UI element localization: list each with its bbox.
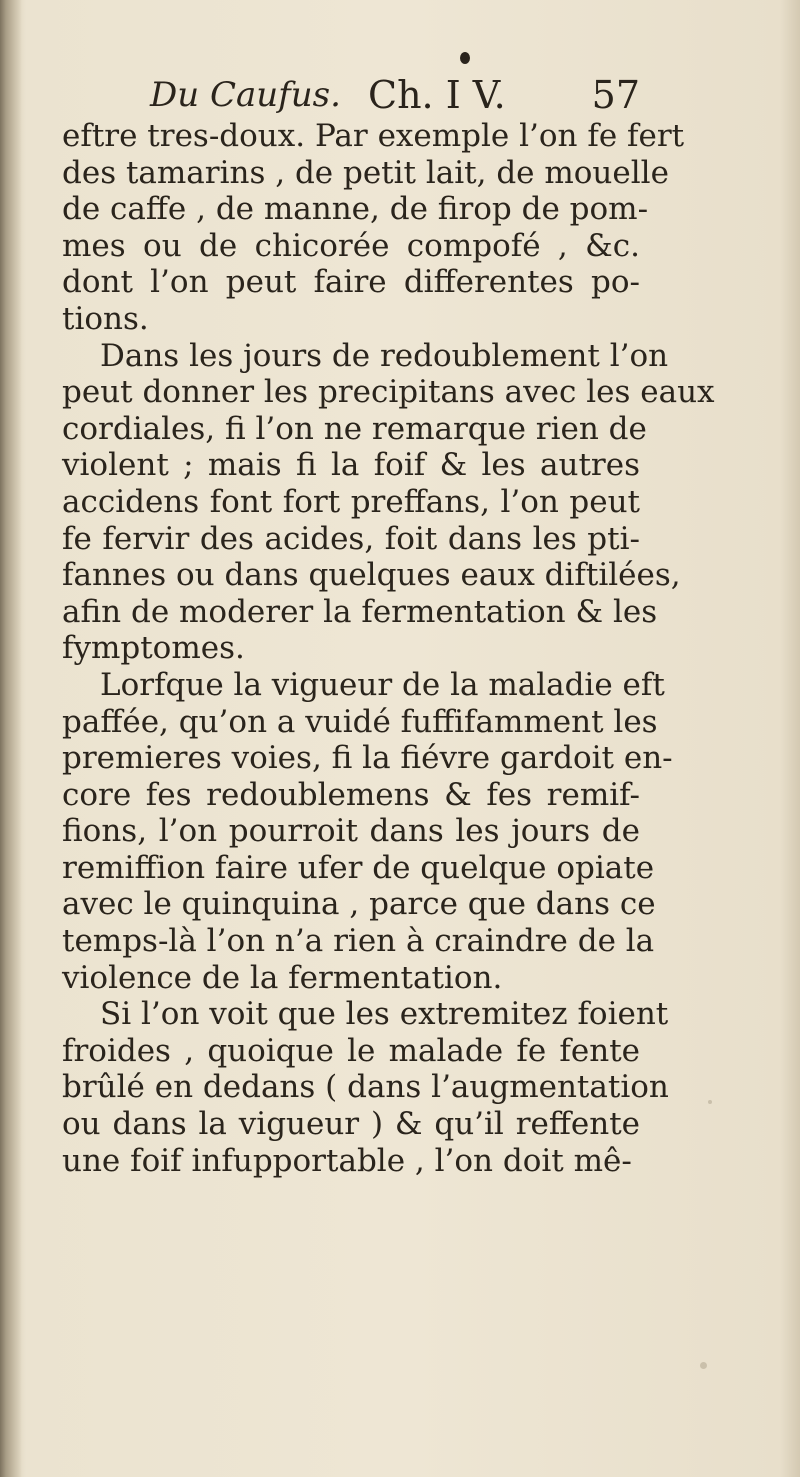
text-line: eftre tres-doux. Par exemple l’on fe fert: [62, 118, 685, 154]
running-title: Du Caufus.: [150, 75, 341, 115]
paragraph-start-line: Lorfque la vigueur de la maladie eft: [100, 666, 665, 703]
text-line: fions, l’on pourroit dans les jours de: [62, 813, 640, 850]
paper-speck: [708, 1100, 712, 1104]
text-line: remiffion faire ufer de quelque opiate: [62, 849, 655, 886]
text-line: afin de moderer la fermentation & les: [62, 593, 658, 630]
paragraph-start-line: Dans les jours de redoublement l’on: [100, 337, 669, 374]
text-line: cordiales, fi l’on ne remarque rien de: [62, 410, 647, 447]
text-line: peut donner les precipitans avec les eaux: [62, 374, 715, 411]
chapter-label: Ch. I V.: [368, 73, 506, 117]
text-line: des tamarins , de petit lait, de mouelle: [62, 154, 669, 191]
text-line: temps-là l’on n’a rien à craindre de la: [62, 923, 655, 960]
text-line: tions.: [62, 300, 149, 337]
page-header: [150, 72, 640, 118]
text-line: core fes redoublemens & fes remif-: [62, 776, 640, 813]
page-number: 57: [591, 73, 640, 117]
text-line: mes ou de chicorée compofé , &c.: [62, 227, 640, 264]
text-line: brûlé en dedans ( dans l’augmentation: [62, 1069, 669, 1106]
text-line: ou dans la vigueur ) & qu’il reffente: [62, 1106, 640, 1143]
text-line: une foif infupportable , l’on doit mê-: [62, 1142, 632, 1179]
text-line: premieres voies, fi la fiévre gardoit en-: [62, 740, 673, 777]
text-line: fannes ou dans quelques eaux diftilées,: [62, 557, 681, 594]
paper-speck: [700, 1362, 707, 1369]
text-line: de caffe , de manne, de firop de pom-: [62, 191, 649, 228]
text-line: violent ; mais fi la foif & les autres: [62, 447, 640, 484]
body-text: [62, 118, 715, 1179]
text-line: accidens font fort preffans, l’on peut: [62, 483, 640, 520]
paragraph-start-line: Si l’on voit que les extremitez foient: [100, 996, 669, 1033]
text-line: fymptomes.: [62, 630, 245, 667]
text-line: froides , quoique le malade fe fente: [62, 1032, 640, 1069]
text-line: paffée, qu’on a vuidé fuffifamment les: [62, 703, 658, 740]
text-line: violence de la fermentation.: [62, 959, 503, 996]
ink-dot-ornament: [460, 52, 470, 64]
paper-speck: [520, 690, 525, 695]
text-line: avec le quinquina , parce que dans ce: [62, 886, 656, 923]
text-line: fe fervir des acides, foit dans les pti-: [62, 520, 640, 557]
text-line: dont l’on peut faire differentes po-: [62, 264, 640, 301]
page-gutter-shadow: [0, 0, 22, 1477]
